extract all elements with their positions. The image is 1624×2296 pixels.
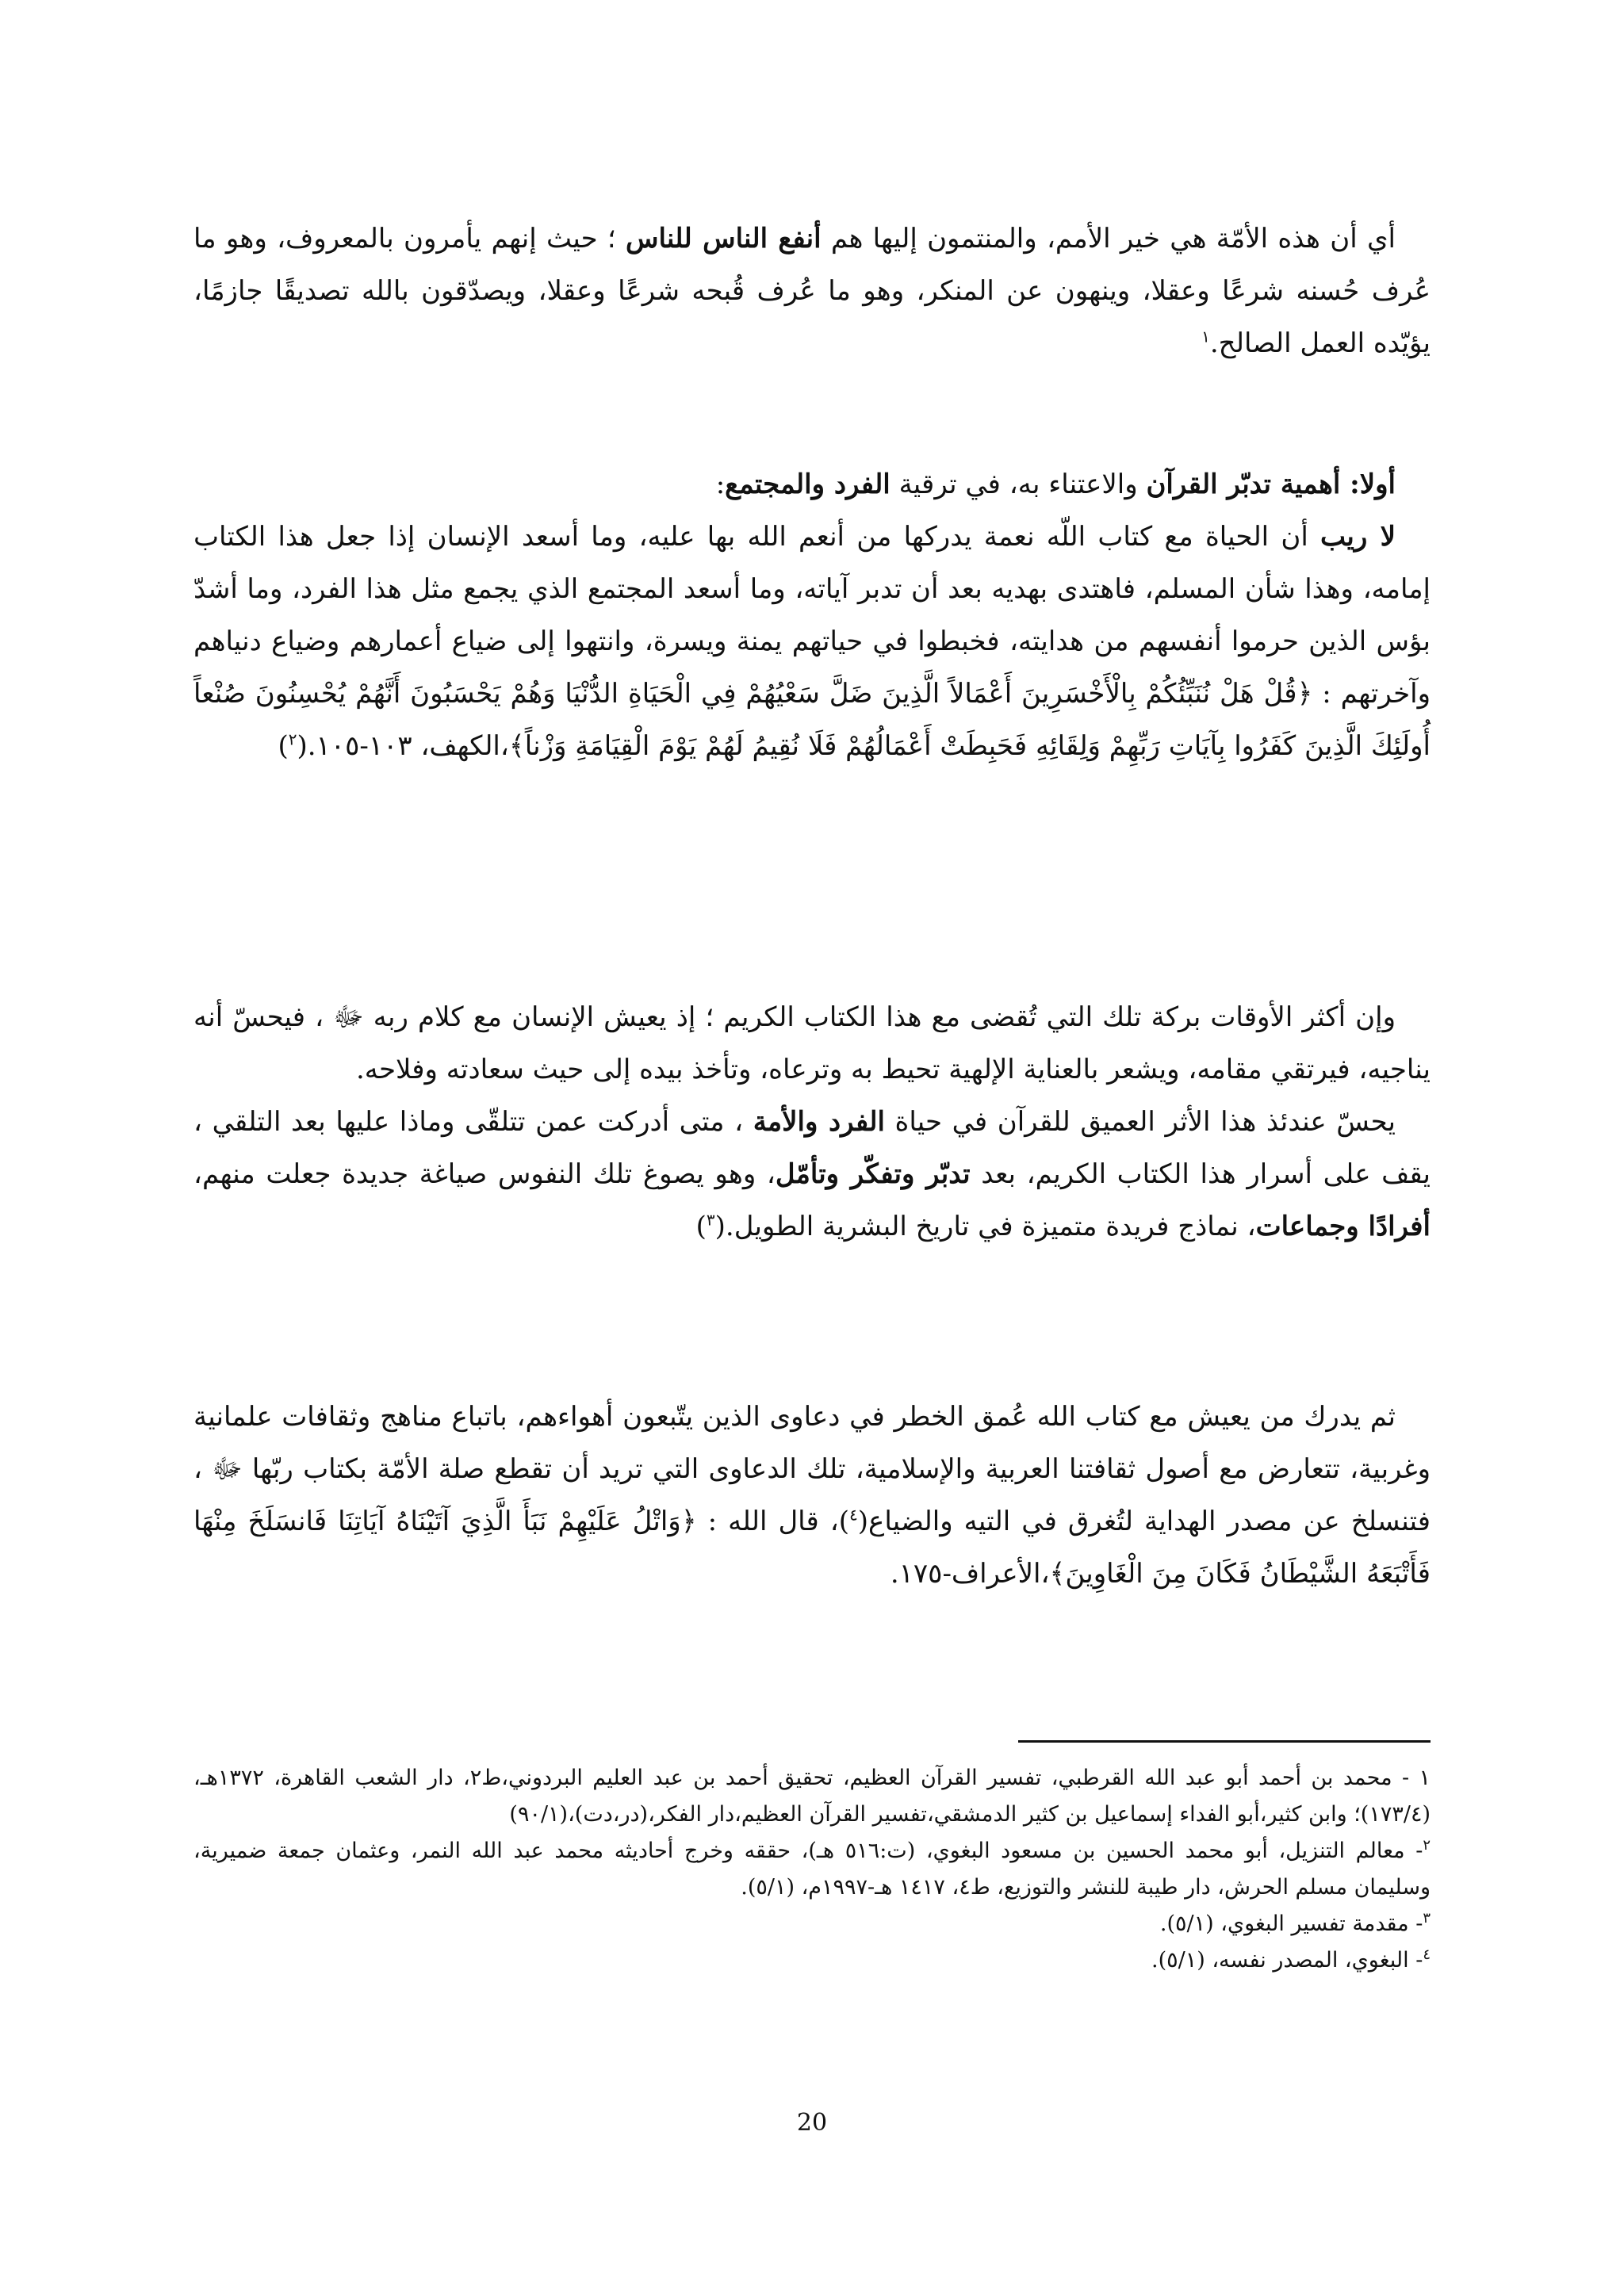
quran-verse: ﴿وَاتْلُ عَلَيْهِمْ نَبَأَ الَّذِيَ آتَيْنَاهُ آيَاتِنَا فَانسَلَخَ مِنْهَا فَأَتْبَعَهُ الشَّيْطَانُ فَكَانَ مِنَ الْغَاوِينَ﴾	[193, 1506, 1431, 1590]
text: )	[278, 730, 289, 762]
footnote-separator	[1018, 1740, 1431, 1743]
footnote-1	[193, 1760, 1431, 1833]
footnote-2	[193, 1833, 1431, 1906]
text: )	[695, 1211, 707, 1242]
text: ، نماذج فريدة متميزة في تاريخ البشرية الطويل.(	[714, 1211, 1256, 1242]
footnote-text: - البغوي، المصدر نفسه، (٥/١).	[1151, 1948, 1423, 1973]
text: :	[715, 469, 726, 500]
footnotes	[193, 1760, 1431, 1979]
page-number: 20	[796, 2109, 828, 2137]
bold-text: أفرادًا وجماعات	[1255, 1211, 1431, 1242]
bold-text: الفرد والأمة	[753, 1106, 885, 1138]
text: ثم يدرك من يعيش مع كتاب الله عُمق الخطر في دعاوى الذين يتّبعون أهواءهم، باتباع مناهج وثقافات علمانية وغربية، تتعارض مع أصول ثقافتنا العربية والإسلامية، تلك الدعاوى التي تريد أن تقطع صلة الأمّة بكتاب ربّها ﷻ ، فتنسلخ عن مصدر الهداية لتُغرق في التيه والضياع(	[193, 1401, 1431, 1537]
text: وإن أكثر الأوقات بركة تلك التي تُقضى مع هذا الكتاب الكريم ؛ إذ يعيش الإنسان مع كلام ربه ﷻ ، فيحسّ أنه يناجيه، فيرتقي مقامه، ويشعر بالعناية الإلهية تحيط به وترعاه، وتأخذ بيده إلى حيث سعادته وفلاحه.	[193, 1001, 1431, 1085]
text: يحسّ عندئذ هذا الأثر العميق للقرآن في حياة	[884, 1106, 1396, 1138]
bold-text: أنفع الناس للناس	[626, 223, 822, 254]
quran-verse: ﴿قُلْ هَلْ نُنَبِّئُكُمْ بِالْأَخْسَرِينَ أَعْمَالاً الَّذِينَ ضَلَّ سَعْيُهُمْ فِي الْحَيَاةِ الدُّنْيَا وَهُمْ يَحْسَبُونَ أَنَّهُمْ يُحْسِنُونَ صُنْعاً أُولَئِكَ الَّذِينَ كَفَرُوا بِآيَاتِ رَبِّهِمْ وَلِقَائِهِ فَحَبِطَتْ أَعْمَالُهُمْ فَلَا نُقِيمُ لَهُمْ يَوْمَ الْقِيَامَةِ وَزْناً﴾	[193, 678, 1431, 762]
footnote-number: ٢	[1423, 1837, 1431, 1854]
footnote-ref-3[interactable]: ٣	[706, 1210, 715, 1230]
footnote-4	[193, 1942, 1431, 1979]
text: ، وهو يصوغ تلك النفوس صياغة جديدة جعلت منهم،	[193, 1158, 776, 1190]
text: ؛ حيث إنهم يأمرون بالمعروف، وهو ما عُرف حُسنه شرعًا وعقلا، وينهون عن المنكر، وهو ما عُرف قُبحه شرعًا وعقلا، ويصدّقون بالله تصديقًا جازمًا، يؤيّده العمل الصالح.	[193, 223, 1431, 359]
heading-bold: أولا: أهمية تدبّر القرآن	[1146, 469, 1396, 500]
paragraph-3	[193, 991, 1431, 1096]
paragraph-5	[193, 1391, 1431, 1600]
bold-text: تدبّر وتفكّر وتأمّل	[775, 1158, 971, 1190]
footnote-number: ٤	[1423, 1946, 1431, 1963]
paragraph-1	[193, 212, 1431, 369]
text: أن الحياة مع كتاب اللّه نعمة يدركها من أنعم الله بها عليه، وما أسعد الإنسان إذا جعل هذا الكتاب إمامه، وهذا شأن المسلم، فاهتدى بهديه بعد أن تدبر آياته، وما أسعد المجتمع الذي يجمع مثل هذا الفرد، وما أشدّ بؤس الذين حرموا أنفسهم من هدايته، فخبطوا في حياتهم يمنة ويسرة، وانتهوا إلى ضياع أعمارهم وضياع دنياهم وآخرتهم :	[193, 521, 1431, 710]
text: ،الأعراف-١٧٥.	[890, 1558, 1050, 1590]
footnote-3	[193, 1906, 1431, 1942]
footnote-ref-1[interactable]: ١	[1201, 327, 1210, 346]
section-heading	[193, 458, 1431, 511]
footnote-number: ٣	[1423, 1910, 1431, 1927]
heading-bold: الفرد والمجتمع	[725, 469, 891, 500]
text: والاعتناء به، في ترقية	[890, 469, 1147, 500]
paragraph-4	[193, 1096, 1431, 1253]
bold-text: لا ريب	[1320, 521, 1396, 553]
footnote-text: - مقدمة تفسير البغوي، (٥/١).	[1159, 1911, 1423, 1936]
footnote-text: ١ - محمد بن أحمد أبو عبد الله القرطبي، تفسير القرآن العظيم، تحقيق أحمد بن عبد العليم البردوني،ط٢، دار الشعب القاهرة، ١٣٧٢هـ،(١٧٣/٤)؛ وابن كثير،أبو الفداء إسماعيل بن كثير الدمشقي،تفسير القرآن العظيم،دار الفكر،(در،دت)،(٩٠/١)	[193, 1766, 1431, 1827]
footnote-ref-4[interactable]: ٤	[849, 1505, 858, 1525]
footnote-text: - معالم التنزيل، أبو محمد الحسين بن مسعود البغوي، (ت:٥١٦ هـ)، حققه وخرج أحاديثه محمد عبد الله النمر، وعثمان جمعة ضميرية، وسليمان مسلم الحرش، دار طيبة للنشر والتوزيع، ط٤، ١٤١٧ هـ-١٩٩٧م، (٥/١).	[193, 1839, 1431, 1900]
footnote-ref-2[interactable]: ٢	[288, 729, 297, 749]
text: )، قال الله :	[696, 1506, 850, 1537]
text: ، متى أدركت عمن تتلقّى وماذا عليها بعد التلقي ، يقف على أسرار هذا الكتاب الكريم، بعد	[193, 1106, 1431, 1190]
text: أي أن هذه الأمّة هي خير الأمم، والمنتمون إليها هم	[821, 223, 1396, 254]
text: ،الكهف، ١٠٣-١٠٥.(	[297, 730, 509, 762]
paragraph-2	[193, 511, 1431, 772]
